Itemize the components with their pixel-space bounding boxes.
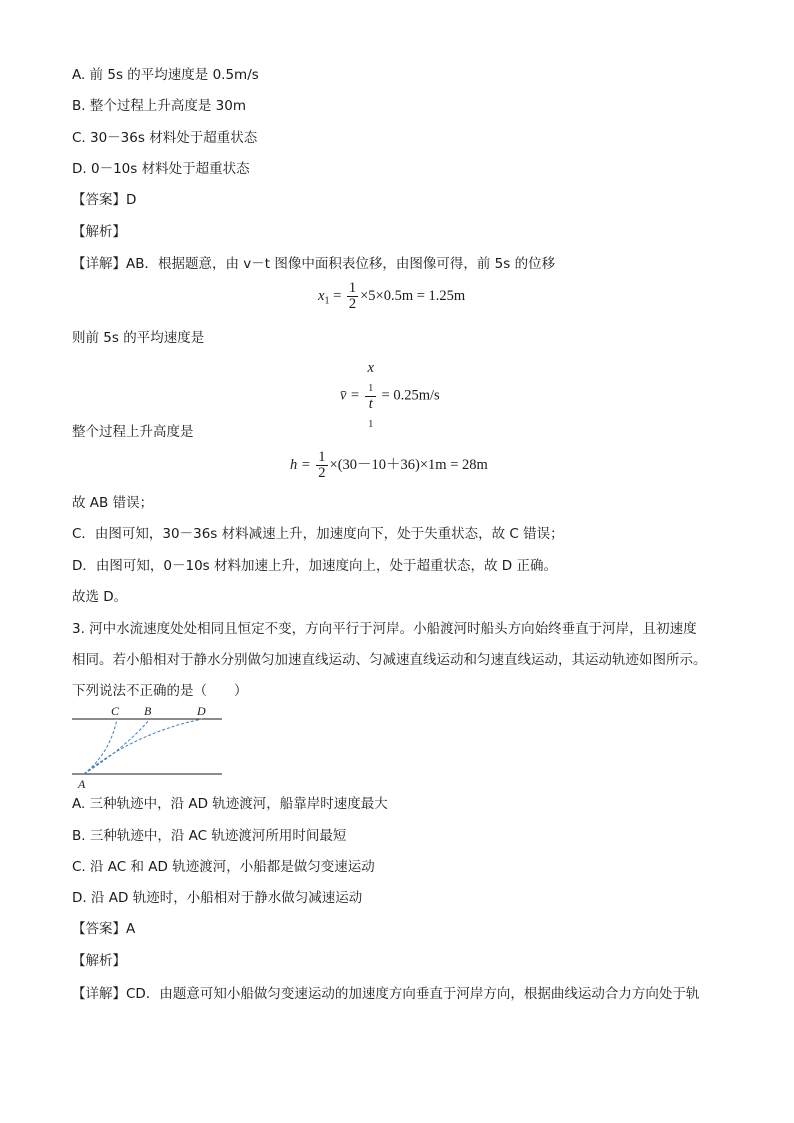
q2-option-d: D. 0－10s 材料处于超重状态 (72, 161, 250, 177)
q3-analysis-label: 【解析】 (72, 953, 126, 969)
q3-option-d: D. 沿 AD 轨迹时，小船相对于静水做匀减速运动 (72, 890, 363, 906)
eq2-den-sub: 1 (368, 418, 374, 430)
eq2-denominator (365, 397, 375, 432)
trajectory-ab (84, 719, 150, 774)
eq3-lhs: h = (290, 456, 315, 473)
river-trajectory-figure (70, 703, 230, 791)
q3-stem-line2: 相同。若小船相对于静水分别做匀加速直线运动、匀减速直线运动和匀速直线运动，其运动轨迹如图所示。 (72, 652, 707, 668)
eq2-fraction (365, 361, 375, 432)
eq2-lhs: v̄ = (340, 387, 364, 404)
eq3-numerator: 1 (318, 449, 326, 465)
eq2-numerator (365, 361, 375, 397)
equation-average-velocity (340, 361, 440, 432)
trajectory-ac (84, 719, 117, 774)
q3-option-a: A. 三种轨迹中，沿 AD 轨迹渡河，船靠岸时速度最大 (72, 796, 388, 812)
q2-avg-intro: 则前 5s 的平均速度是 (72, 330, 205, 346)
eq3-fraction (316, 450, 327, 481)
eq3-rhs: ×(30－10＋36)×1m = 28m (329, 456, 488, 473)
q2-answer: 【答案】D (72, 192, 137, 208)
label-point-b: B (144, 704, 152, 718)
label-point-c: C (111, 704, 120, 718)
eq3-denominator: 2 (318, 465, 326, 481)
q3-stem-line3: 下列说法不正确的是（ ） (72, 683, 248, 699)
q2-option-c: C. 30－36s 材料处于超重状态 (72, 130, 258, 146)
q3-detail-cd: 【详解】CD．由题意可知小船做匀变速运动的加速度方向垂直于河岸方向，根据曲线运动合力方向处于轨 (72, 986, 700, 1002)
q2-ab-wrong: 故 AB 错误； (72, 495, 154, 511)
q3-option-b: B. 三种轨迹中，沿 AC 轨迹渡河所用时间最短 (72, 828, 347, 844)
eq2-num-sub: 1 (368, 382, 374, 394)
equation-height (290, 450, 488, 481)
q2-height-intro: 整个过程上升高度是 (72, 424, 194, 440)
q2-choose: 故选 D。 (72, 589, 128, 605)
eq1-rhs: ×5×0.5m = 1.25m (360, 287, 466, 304)
eq2-rhs: = 0.25m/s (377, 387, 440, 404)
eq2-den-var: t (368, 395, 373, 412)
q3-answer: 【答案】A (72, 921, 136, 937)
eq1-lhs-var: x (318, 287, 325, 304)
label-point-a: A (78, 777, 86, 791)
q3-stem-line1: 3. 河中水流速度处处相同且恒定不变，方向平行于河岸。小船渡河时船头方向始终垂直于河岸，且初速度 (72, 621, 697, 637)
eq1-equals: = (329, 287, 345, 304)
q3-option-c: C. 沿 AC 和 AD 轨迹渡河，小船都是做匀变速运动 (72, 859, 375, 875)
label-point-d: D (197, 704, 206, 718)
eq1-numerator: 1 (348, 280, 357, 296)
eq1-lhs-sub: 1 (324, 295, 330, 307)
q2-option-a: A. 前 5s 的平均速度是 0.5m/s (72, 67, 259, 83)
eq1-denominator: 2 (348, 296, 357, 312)
eq1-fraction (347, 281, 358, 312)
eq2-num-var: x (367, 360, 374, 376)
q2-c-explanation: C．由图可知，30－36s 材料减速上升，加速度向下，处于失重状态，故 C 错误； (72, 526, 564, 542)
equation-displacement (318, 281, 465, 312)
q2-option-b: B. 整个过程上升高度是 30m (72, 98, 246, 114)
q2-detail-ab: 【详解】AB．根据题意，由 v－t 图像中面积表位移，由图像可得，前 5s 的位移 (72, 256, 556, 272)
q2-analysis-label: 【解析】 (72, 224, 126, 240)
q2-d-explanation: D．由图可知，0－10s 材料加速上升，加速度向上，处于超重状态，故 D 正确。 (72, 558, 557, 574)
